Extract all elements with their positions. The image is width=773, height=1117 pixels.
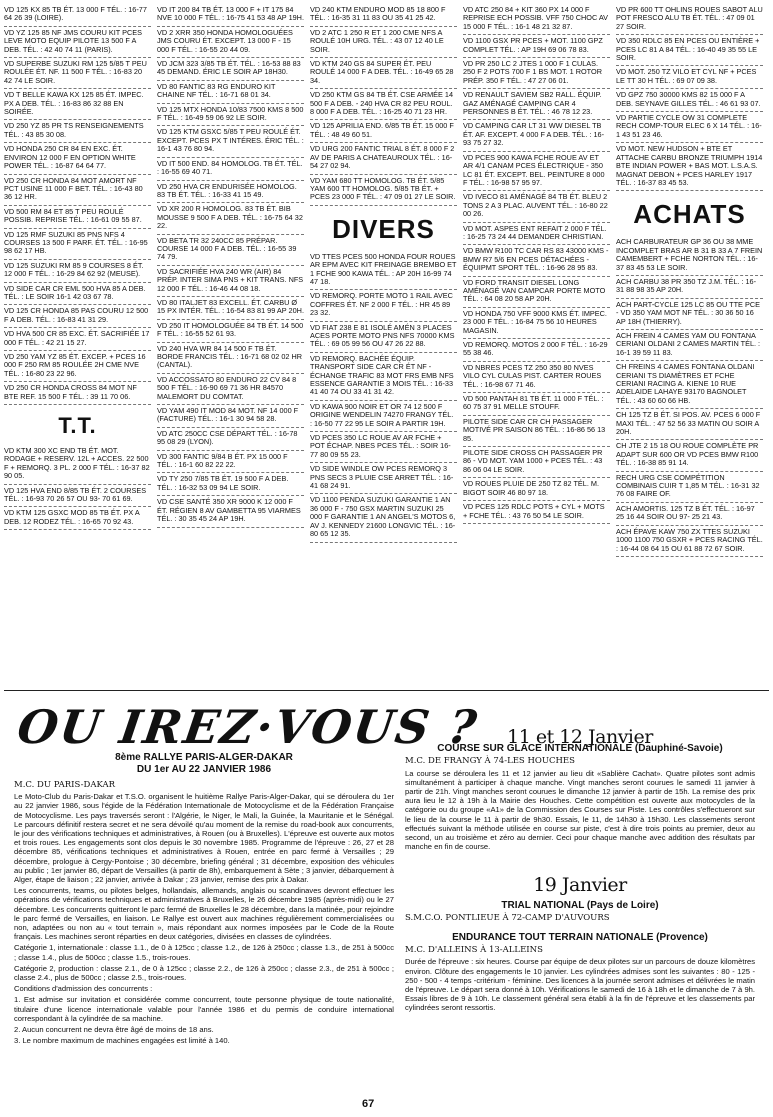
classified-ad: VD FIAT 238 E 81 ISOLÉ AMÉN 3 PLACES ACES PORTE MOTO PNS NFS 70000 KMS TÉL. : 69 05 99 56 OU 47 26 22 88. [310, 322, 457, 353]
classified-ad: VD MOT. 250 TZ VILO ET CYL NF + PCES LE TT 30 H TÉL. : 69 07 09 38. [616, 66, 763, 89]
classified-ad: VD 125 KTM GSXC 5/85 T PEU ROULÉ ÉT. EXCEPT. PCES PX T INTÉRES. ÉRIC TÉL. : 16-1 43 76 80 94. [157, 126, 304, 157]
column-3 [310, 4, 457, 543]
classified-ad: VD GPZ 750 30000 KMS 82 15 000 F A DEB. SEYNAVE GILLES TÉL. : 46 61 93 07. [616, 89, 763, 112]
classified-ad: VD 80 FANTIC 83 RG ENDURO KIT CHAINE NF TÉL. : 16-71 68 01 34. [157, 81, 304, 104]
classified-ad: VD YAM 680 TT HOMOLOG. TB ÉT. 5/85 YAM 600 TT HOMOLOG. 5/85 TB ÉT. + PCES 23 000 F TÉL. : 47 09 01 27 LE SOIR. [310, 175, 457, 206]
classified-ad: VD REMORQ. BACHÉE ÉQUIP. TRANSPORT SIDE CAR CR ÉT NF - ÉCHANGE TRAFIC 83 MOT FRS EMB NFS ESSENCE GARANTIE 3 MOIS TÉL. : 16-33 41 40 74 OU 33 41 31 42. [310, 353, 457, 401]
classifieds-area [4, 4, 769, 684]
event-title-1: COURSE SUR GLACE INTERNATIONALE (Dauphiné-Savoie) [437, 743, 723, 755]
classified-ad: CH JTE 2 15 18 OU ROUE COMPLÈTE PR ADAPT SUR 600 OR VD PCES BMW R100 TÉL. : 16-38 85 91 14. [616, 440, 763, 471]
classified-ad: VD NBRES PCES TZ 250 350 80 NVES VILO CYL CULAS PIST. CARTER ROUES TÉL. : 16-98 67 71 46. [463, 362, 610, 393]
classified-ad: RECH URG CSE COMPÉTITION COMBINAIS CUIR T 1,85 M TÉL. : 16-31 32 76 08 FAIRE OF. [616, 472, 763, 503]
event-text-1: La course se déroulera les 11 et 12 janvier au lieu dit «Sablière Cachat». Quatre pilotes sont admis simultanément à participer à chaque manche. Vingt manches seront courues le samedi 11 janvier à partir de 21h. Vingt manches seront courues le dimanche 12 janvier à partir de 15h. La remise des prix aura lieu le 12 à 19h à la Mairie des Houches. Cette compétition est ouverte aux motocycles de la catégorie ou du groupe «A1» de la Commission des Courses sur Piste. Les contrôles s'effectueront sur le lieu de la course le 11 à partir de 9h30. Essais, le 11, de 14h30 à 15h30. Les classements seront effectués suivant la méthode utilisée en course sur piste, c'est à dire trois points au premier, deux au second, un au troisième et zéro au dernier. Ceci pour chaque manche avec addition des résultats par manche en fin de course. [405, 768, 755, 852]
classified-ad: VD 350 RDLC 85 EN PCES OU ENTIÈRE + PCES LC 81 A 84 TÉL. : 16-40 49 35 55 LE SOIR. [616, 35, 763, 66]
rallye-paragraph: Les concurrents, teams, ou pilotes belges, hollandais, allemands, anglais ou scandinaves devront effectuer les opérations de vérifications techniques et administratives à Bruxelles, le 26 décembre 1985 (après-midi) ou le 27 décembre. Les concurrents quitteront le parc fermé de Bruxelles le 28 décembre, dans la matinée, pour rejoindre le parc fermé de Versailles, en liaison. Le Rallye est ouvert aux machines régulièrement commercialisées ou non, adaptées ou non au « tout terrain », mais répondant aux normes imposées par le Code de la Route français. Les machines seront réparties en deux catégories, divisées en classes de cylindrées. [14, 886, 394, 942]
classified-ad: VD KAWA 900 NOIR ET OR 74 12 500 F ORIGINE WENDELIN 74270 FRANGY TÉL. : 16-50 77 22 95 LE SOIR A PARTIR 19H. [310, 401, 457, 432]
section-heading: DIVERS [332, 213, 435, 244]
event-organizer-1: M.C. DE FRANGY À 74-LES HOUCHES [405, 756, 575, 767]
classified-ad: VD 250 HVA CR ENDURISÉE HOMOLOG. 83 TB ÉT. TÉL. : 16-33 41 15 49. [157, 181, 304, 204]
classified-ad: VD ACCOSSATO 80 ENDURO 22 CV 84 8 500 F TÉL. : 16-90 69 71 36 HR 84570 MALEMORT DU COMTAT. [157, 374, 304, 405]
classified-ad: VD REMORQ. PORTE MOTO 1 RAIL AVEC COFFRES ÉT. NF 2 000 F TÉL. : HR 45 89 23 32. [310, 290, 457, 321]
rallye-article [14, 752, 394, 1047]
section-heading: T.T. [58, 413, 97, 439]
classified-ad: VD 1100 PENDA SUZUKI GARANTIE 1 AN 36 000 F - 750 GSX MARTIN SUZUKI 25 000 F GARANTIE 1 AN ANGEL'S MOTOS 6, AV J. KENNEDY 21600 LONGVIC TÉL. : 16-80 65 12 35. [310, 494, 457, 542]
classified-ad: VD REMORQ. MOTOS 2 000 F TÉL. : 16-29 55 38 46. [463, 339, 610, 362]
classified-ad: VD 125 KX 85 TB ÉT. 13 000 F TÉL. : 16-77 64 26 39 (LOIRE). [4, 4, 151, 27]
classified-ad: VD IT 500 END. 84 HOMOLOG. TB ÉT. TÉL. : 16-55 69 40 71. [157, 158, 304, 181]
page-number: 67 [362, 1098, 375, 1110]
column-4 [463, 4, 610, 524]
classified-ad: VD PR 600 TT OHLINS ROUES SABOT ALU POT FRESCO ALU TB ÉT. TÉL. : 47 09 01 27 SOIR. [616, 4, 763, 35]
classified-ad: VD 2 XRR 350 HONDA HOMOLOGUÉES JMS COURU ÉT. EXCEPT. 13 000 F - 15 000 F TÉL. : 16-55 20 44 09. [157, 27, 304, 58]
rallye-paragraph: Conditions d'admission des concurrents : [14, 984, 153, 994]
classified-ad: VD 500 RM 84 ET 85 T PEU ROULÉ POSSIB. REPRISE TÉL. : 16-61 09 55 87. [4, 206, 151, 229]
classified-ad: VD IVECO 81 AMÉNAGÉ 84 TB ÉT. BLEU 2 TONS 2 A 3 PLAC. AUVENT TÉL. : 16-80 22 00 26. [463, 191, 610, 222]
classified-ad: VD 125 CR HONDA 85 PAS COURU 12 500 F A DEB. TÉL. : 16-83 41 31 29. [4, 305, 151, 328]
classified-ad: VD IT 200 84 TB ÉT. 13 000 F + IT 175 84 NVE 10 000 F TÉL. : 16-75 41 53 48 AP 19H. [157, 4, 304, 27]
rallye-body [14, 792, 394, 1045]
classified-ad: VD PR 250 LC 2 JTES 1 000 F 1 CULAS. 250 F 2 POTS 700 F 1 BS MOT. 1 ROTOR PRÉP. 350 F TÉL. : 47 27 06 01. [463, 58, 610, 89]
classified-ad: VD BMW R100 TC CAR RS 83 43000 KMS - BMW R7 5/6 EN PCES DÉTACHÉES - ÉQUIPMT SPORT TÉL. : 16-96 28 95 83. [463, 245, 610, 276]
classified-ad: VD TY 250 7/85 TB ÉT. 19 500 F A DEB. TÉL. : 16-32 53 09 94 LE SOIR. [157, 473, 304, 496]
rallye-paragraph: 3. Le nombre maximum de machines engagées est limité à 140. [14, 1036, 230, 1046]
classified-ad: VD HONDA 750 VFF 9000 KMS ÉT. IMPEC. 23 000 F TÉL. : 16-84 75 56 10 HEURES MAGASIN. [463, 308, 610, 339]
rallye-organizer: M.C. DU PARIS-DAKAR [14, 780, 116, 790]
classified-ad: VD URG 200 FANTIC TRIAL 8 ÉT. 8 000 F 2 AV DE PARIS A CHATEAUROUX TÉL. : 16-54 27 02 94. [310, 143, 457, 174]
classified-ad: VD TTES PCES 500 HONDA FOUR ROUES AR EPM AVEC KIT FREINAGE BREMBO ET 1 FCHE 900 KAWA TÉL. : AP 20H 16-99 74 47 18. [310, 251, 457, 291]
classified-ad: ACH CARBU 38 PR 350 TZ J.M. TÉL. : 16-31 88 98 35 AP 20H. [616, 276, 763, 299]
rallye-paragraph: Catégorie 2, production : classe 2.1., de 0 à 125cc ; classe 2.2., de 126 à 250cc ; classe 2.3., de 251 à 500cc ; classe 2.4., plus de 500cc ; classe 2.5., trois-roues. [14, 963, 394, 983]
section-divider [4, 690, 769, 691]
classified-ad: CH 125 TZ B ÉT. SI POS. AV. PCES 6 000 F MAXI TÉL. : 47 52 56 33 MATIN OU SOIR A 20H. [616, 409, 763, 440]
classified-ad: VD PARTIE CYCLE OW 31 COMPLETE RECH COMP-TOUR ELEC 6 X 14 TÉL. : 16-1 43 51 23 46. [616, 112, 763, 143]
classified-ad: VD SUPERBE SUZUKI RM 125 5/85 T PEU ROULÉE ÉT. NF. 11 500 F TÉL. : 16-83 20 42 74 LE SOIR. [4, 58, 151, 89]
classified-ad: VD SACRIFIÉE HVA 240 WR (AIR) 84 PRÉP. INTER SIMA PNS + KIT TRANS. NFS 12 000 F TÉL. : 16-46 44 08 18. [157, 266, 304, 297]
event-organizer-3: M.C. D'ALLEINS À 13-ALLEINS [405, 945, 543, 956]
classified-ad: VD FORD TRANSIT DIESEL LONG AMÉNAGÉ VAN CAMPCAR PORTE MOTO TÉL. : 64 08 20 58 AP 20H. [463, 277, 610, 308]
classified-ad: VD 2 ATC 1 250 R ET 1 200 CME NFS A ROULÉ 10H URG. TÉL. : 43 07 12 40 LE SOIR. [310, 27, 457, 58]
classified-ad: VD T BELLE KAWA KX 125 85 ÉT. IMPEC. PX A DEB. TÉL. : 16-83 86 32 88 EN SOIRÉE. [4, 89, 151, 120]
classified-ad: VD 500 PANTAH 81 TB ÉT. 11 000 F TÉL. : 60 75 37 91 MELLE STOUFF. [463, 393, 610, 416]
classified-ad: VD YZ 125 85 NF JMS COURU KIT PCES LEVE MOTO EQUIP PILOTE 13 500 F A DEB. TÉL. : 42 40 74 11 (PARIS). [4, 27, 151, 58]
column-1 [4, 4, 151, 530]
event-date-1: 11 et 12 Janvier [507, 726, 653, 748]
classified-ad: VD 125 MTX HONDA 10/83 7500 KMS 8 500 F TÉL. : 16-49 59 06 92 LE SOIR. [157, 104, 304, 127]
event-text-3: Durée de l'épreuve : six heures. Course par équipe de deux pilotes sur un parcours de douze kilomètres environ. Clôture des engagements le 10 janvier. Les cylindrées admises sont les suivantes : 80 - 125 - 250 - 500 - 4 temps -critérium - féminine. Des licences à la journée seront admises et délivrées le matin de l'épreuve. Le départ sera donné à 10h. Vérifications le samedi de 16 à 18h et le dimanche de 7 à 9h. Essais libres de 9 à 10h. Le classement général sera établi à la fin de l'épreuve et les classements par cylindrées seront ressortis. [405, 957, 755, 1013]
classified-ad: VD CSE SANTÉ 350 XR 9000 K 12 000 F ÉT. RÉGIEN 8 AV GAMBETTA 95 VIARMES TÉL. : 30 35 45 24 AP 19H. [157, 496, 304, 527]
classified-ad: VD ATC 250CC CSE DÉPART TÉL. : 16-78 95 08 29 (LYON). [157, 428, 304, 451]
classified-ad: VD CAMPING CAR LT 31 WW DIESEL TB ÉT. AF. EXCEPT. 4 000 F A DEB. TÉL. : 16-93 75 27 32. [463, 120, 610, 151]
classified-ad: ACH CARBURATEUR GP 36 OU 38 MME INCOMPLET BRAS AR B 31 B 33 A 7 FREIN CAMEMBERT + FCHE NORTON TÉL. : 16-37 83 45 53 LE SOIR. [616, 236, 763, 276]
classified-ad: VD 250 KTM GS 84 TB ÉT. CSE ARMÉE 14 500 F A DEB. - 240 HVA CR 82 PEU ROUL. 8 000 F A DEB. TÉL. : 16-25 40 71 23 HR. [310, 89, 457, 120]
classified-ad: VD BETA TR 32 240CC 85 PRÉPAR. COURSE 14 000 F A DEB. TÉL. : 16-55 39 74 79. [157, 235, 304, 266]
classified-ad: VD 125 APRILIA END. 6/85 TB ÉT. 15 000 F TÉL. : 48 49 60 51. [310, 120, 457, 143]
classified-ad: VD 125 RMF SUZUKI 85 PNS NFS 4 COURSES 13 500 F PARF. ÉT. TÉL. : 16-95 98 62 17 HB. [4, 229, 151, 260]
rallye-paragraph: Le Moto-Club du Paris-Dakar et T.S.O. organisent le huitième Rallye Paris-Alger-Dakar, qui se déroulera du 1er au 22 janvier 1986, sous l'égide de la Fédération Internationale de Motocyclisme et de la Fédération Française de Motocyclisme. Les pays traversés seront : l'Algérie, le Niger, le Mali, la Guinée, la Mauritanie et le Sénégal. Le parcours définitif restera secret et ne sera dévoilé qu'au moment de la remise du road-book aux concurrents, le jour des vérifications techniques et administratives, à Rouen (ou à Bruxelles). L'épreuve est ouverte aux motos et trois roues. Les engagements sont clos depuis le 30 novembre 1985. Programme de l'épreuve : 26, 27 et 28 décembre 85, vérifications techniques et administratives à Rouen, entrée en parc fermé à Versailles ; 29 décembre, prologue à Cergy-Pontoise ; 30 décembre, briefing général ; 31 décembre, exposition des véhicules au public ; 1er janvier 86, départ de Versailles (à partir de 8h), embarquement à Sète ; 3 janvier, débarquement à Alger, étape de liaison ; 22 janvier, arrivée à Dakar ; 23 janvier, remise des prix à Dakar. [14, 792, 394, 885]
classified-ad: VD HVA 500 CR 85 EXC. ÉT. SACRIFIÉE 17 000 F TÉL. : 42 21 15 27. [4, 328, 151, 351]
classified-ad: VD 300 FANTIC 9/84 B ÉT. PX 15 000 F TÉL. : 16-1 60 82 22 22. [157, 451, 304, 474]
classified-ad: VD PCES 350 LC ROUE AV AR FCHE + POT ÉCHAP. NBES PCES TÉL. : SOIR 16-77 80 09 55 23. [310, 432, 457, 463]
classified-ad: VD JCM 323 3/85 TB ÉT. TÉL. : 16-53 88 83 45 DEMAND. ÉRIC LE SOIR AP 18H30. [157, 58, 304, 81]
classified-ad: VD MOT. NEW HUDSON + BTE ET ATTACHE CARBU BRONZE TRIUMPH 1914 BTE INDIAN POWER + BAS MOT. L.S.A.S. MAGNAT DEBON + PCES HARLEY 1917 TÉL. : 16-37 83 45 53. [616, 143, 763, 191]
classified-ad: CH FREINS 4 CAMES FONTANA OLDANI CERIANI TS DIAMÈTRES ET FCHE CERIANI RACING A. KIENE 10 RUE ADELAIDE LAHAYE 93170 BAGNOLET TÉL. : 43 60 60 66 HB. [616, 361, 763, 409]
rallye-paragraph: 1. Est admise sur invitation et considérée comme concurrent, toute personne physique de toute nationalité, titulaire d'une licence internationale valable pour l'année 1986 et du permis de conduire international correspondant à la cylindrée de sa machine. [14, 995, 394, 1023]
classified-ad: VD RENAULT SAVIEM SB2 RALL. ÉQUIP. GAZ AMÉNAGÉ CAMPING CAR 4 PERSONNES B ÉT. TÉL. : 46 78 12 23. [463, 89, 610, 120]
classified-ad: PILOTE SIDE CROSS CH PASSAGER PR 86 - VD MOT. YAM 1000 + PCES TÉL. : 43 86 06 04 LE SOIR. [463, 447, 610, 478]
event-title-3: ENDURANCE TOUT TERRAIN NATIONALE (Provence) [452, 932, 708, 944]
rallye-title: 8ème RALLYE PARIS-ALGER-DAKAR DU 1er AU 22 JANVIER 1986 [115, 752, 293, 775]
classified-ad: VD HONDA 250 CR 84 EN EXC. ÉT. ENVIRON 12 000 F EN OPTION WHITE POWER TÉL. : 16-87 64 64 77. [4, 143, 151, 174]
rallye-paragraph: Catégorie 1, internationale : classe 1.1., de 0 à 125cc ; classe 1.2., de 126 à 250cc ; classe 1.3., de 251 à 500cc ; classe 1.4., plus de 500cc ; classe 1.5., trois-roues. [14, 943, 394, 962]
classified-ad: VD 1100 GSX PR PCES + MOT. 1100 GPZ COMPLET TÉL. : AP 19H 69 06 78 83. [463, 35, 610, 58]
classified-ad: VD 250 YAM YZ 85 ÉT. EXCEP. + PCES 16 000 F 250 RM 85 ROULÉE 2H CME NVE TÉL. : 16-80 23 22 96. [4, 351, 151, 382]
events-column [405, 726, 755, 1015]
classified-ad: ACH PART-CYCLE 125 LC 85 OU TTE PCE - VD 350 YAM MOT NF TÉL. : 30 36 50 16 AP 18H (THIERRY). [616, 299, 763, 330]
event-organizer-2: S.M.C.O. PONTLIEUE À 72-CAMP D'AUVOURS [405, 912, 610, 923]
classified-ad: PILOTE SIDE CAR CR CH PASSAGER MOTIVÉ PR SAISON 86 TÉL. : 16-86 56 13 85. [463, 416, 610, 447]
classified-ad: ACH ÉPAVE KAW 750 ZX TTES SUZUKI 1000 1100 750 GSXR + PCES RACING TÉL. : 16-44 08 64 15 OU 61 88 72 67 SOIR. [616, 526, 763, 557]
classified-ad: VD SIDE CAR CR EML 500 HVA 85 A DEB. TÉL. : LE SOIR 16-1 42 03 67 78. [4, 283, 151, 306]
classified-ad: VD PCES 900 KAWA FCHE ROUE AV ET AR 4/1 CANAM PCES ÉLECTRIQUE - 350 LC 81 ÉT. EXCEPT. BEL. PEINTURE 8 000 F TÉL. : 16-98 57 95 97. [463, 152, 610, 192]
classified-ad: VD XR 200 R HOMOLOG. 83 TB ÉT. BIB MOUSSE 9 500 F A DEB. TÉL. : 16-75 64 32 22. [157, 203, 304, 234]
classified-ad: ACH AMORTIS. 125 TZ B ÉT. TÉL. : 16-97 25 16 44 SOIR OU 97- 25 21 43. [616, 503, 763, 526]
classified-ad: VD ROUES PLUIE DE 250 TZ 82 TÉL. M. BIGOT SOIR 46 80 97 18. [463, 478, 610, 501]
classified-ad: VD KTM 125 GSXC MOD 85 TB ÉT. PX A DEB. 12 RODEZ TÉL. : 16-65 70 92 43. [4, 507, 151, 530]
ou-irez-vous-title: OU IREZ·VOUS ? [14, 700, 482, 754]
event-title-2: TRIAL NATIONAL (Pays de Loire) [501, 899, 659, 911]
classified-ad: VD 240 HVA WR 84 14 500 F TB ÉT. BORDE FRANCIS TÉL. : 16-71 68 02 02 HR (CANTAL). [157, 343, 304, 374]
classified-ad: VD SIDE WINDLE OW PCES REMORQ 3 PNS SECS 3 PLUIE CSE ARRET TÉL. : 16-41 68 24 91. [310, 463, 457, 494]
section-heading: ACHATS [633, 199, 746, 230]
rallye-paragraph: 2. Aucun concurrent ne devra être âgé de moins de 18 ans. [14, 1025, 214, 1035]
classified-ad: VD ATC 250 84 + KIT 360 PX 14 000 F REPRISE ECH POSSIB. VFF 750 CHOC AV 15 000 F TÉL. : 16-1 48 21 32 87. [463, 4, 610, 35]
classified-ad: VD KTM 300 XC END TB ÉT. MOT. RODAGE + RESERV. 12L + ACCES. 22 500 F + REMORQ. 3 PL. 2 000 F TÉL. : 16-37 82 90 05. [4, 445, 151, 485]
event-date-2: 19 Janvier [533, 874, 627, 897]
classified-ad: VD 125 SUZUKI RM 85 9 COURSES 8 ÉT. 12 000 F TÉL. : 16-29 84 62 92 (MEUSE). [4, 260, 151, 283]
classified-ad: VD 240 KTM ENDURO MOD 85 18 800 F TÉL. : 16-35 31 11 83 OU 35 41 25 42. [310, 4, 457, 27]
classified-ad: VD YAM 490 IT MOD 84 MOT. NF 14 000 F (FACTURE) TÉL. : 16-1 30 94 58 28. [157, 405, 304, 428]
classified-ad: VD KTM 240 GS 84 SUPER ÉT. PEU ROULÉ 14 000 F A DEB. TÉL. : 16-49 65 28 34. [310, 58, 457, 89]
classified-ad: VD 80 ITALJET 83 EXCELL. ÉT. CARBU Ø 15 PX INTÉR. TÉL. : 16-54 83 81 99 AP 20H. [157, 297, 304, 320]
classified-ad: VD 250 CR HONDA CROSS 84 MOT NF BTE REF. 15 500 F TÉL. : 39 11 70 06. [4, 382, 151, 405]
classified-ad: VD 250 CR HONDA 84 MOT AMORT NF PCT USINE 11 000 F BET. TÉL. : 16-43 80 36 12 HR. [4, 175, 151, 206]
classified-ad: VD MOT. ASPES ENT REFAIT 2 000 F TÉL. : 16-25 73 24 44 DEMANDER CHRISTIAN. [463, 223, 610, 246]
classified-ad: VD PCES 125 RDLC POTS + CYL + MOTS + FCHE TÉL. : 43 76 50 54 LE SOIR. [463, 501, 610, 524]
classified-ad: ACH FREIN 4 CAMES YAM OU FONTANA CERIANI OLDANI 2 CAMES MARTIN TÉL. : 16-1 39 59 11 83. [616, 330, 763, 361]
column-2 [157, 4, 304, 528]
classified-ad: VD 250 IT HOMOLOGUÉE 84 TB ÉT. 14 500 F TÉL. : 16-55 52 61 93. [157, 320, 304, 343]
classified-ad: VD 125 HVA END 8/85 TB ÉT. 2 COURSES TÉL. : 16-93 70 26 57 OU 93- 70 61 69. [4, 485, 151, 508]
column-5 [616, 4, 763, 557]
classified-ad: VD 250 YZ 85 PR TS RENSEIGNEMENTS TÉL. : 43 85 30 08. [4, 120, 151, 143]
